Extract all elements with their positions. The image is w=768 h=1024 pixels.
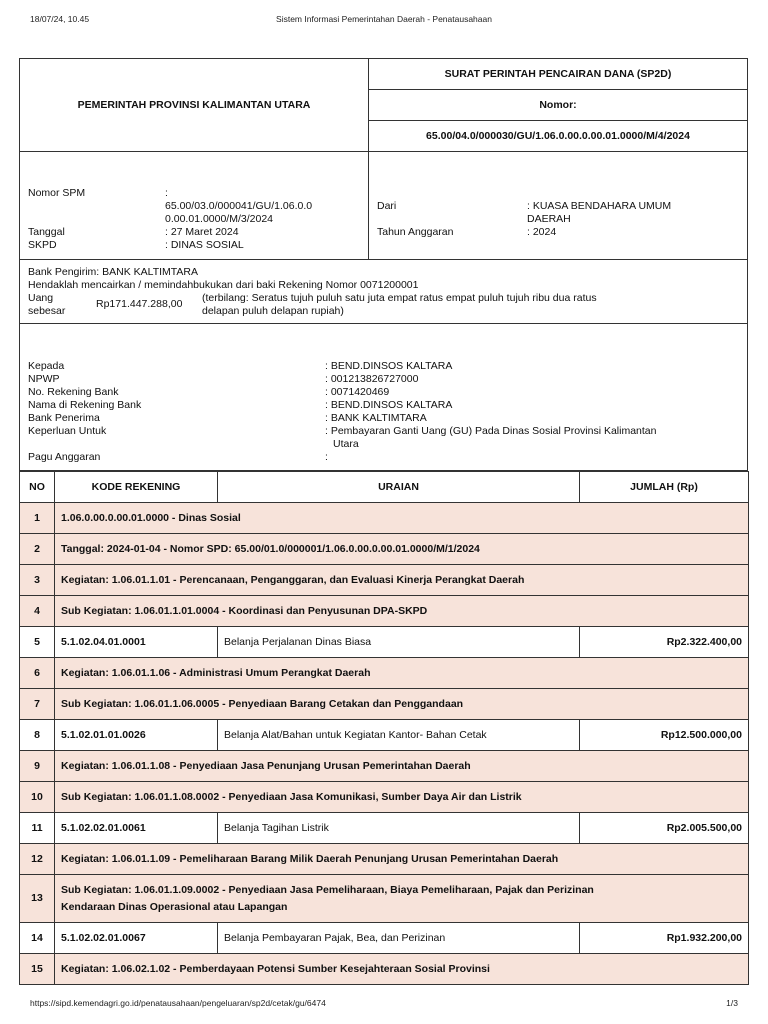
- rekening-table: [19, 471, 749, 985]
- row-text: Kegiatan: 1.06.01.1.01 - Perencanaan, Penganggaran, dan Evaluasi Kinerja Perangkat Daerah: [55, 565, 749, 596]
- table-row: [20, 813, 749, 844]
- row-text: Tanggal: 2024-01-04 - Nomor SPD: 65.00/01.0/000001/1.06.0.00.0.00.01.0000/M/1/2024: [55, 534, 749, 565]
- row-jumlah: Rp2.322.400,00: [580, 627, 749, 658]
- row-no: 13: [20, 875, 55, 923]
- dari-value-2: DAERAH: [527, 213, 571, 225]
- table-row: [20, 534, 749, 565]
- document-header: [19, 58, 748, 152]
- row-jumlah: Rp1.932.200,00: [580, 923, 749, 954]
- row-text: Kegiatan: 1.06.01.1.09 - Pemeliharaan Barang Milik Daerah Penunjang Urusan Pemerintahan Daerah: [55, 844, 749, 875]
- row-text: Kegiatan: 1.06.01.1.06 - Administrasi Umum Perangkat Daerah: [55, 658, 749, 689]
- table-row: [20, 503, 749, 534]
- row-no: 8: [20, 720, 55, 751]
- row-uraian: Belanja Perjalanan Dinas Biasa: [218, 627, 580, 658]
- row-text-line-1: Sub Kegiatan: 1.06.01.1.09.0002 - Penyediaan Jasa Pemeliharaan, Biaya Pemeliharaan, Pajak dan Perizinan: [61, 883, 594, 896]
- nama-rekening-value: : BEND.DINSOS KALTARA: [325, 399, 453, 411]
- rekening-value: : 0071420469: [325, 386, 390, 398]
- dari-value-1: : KUASA BENDAHARA UMUM: [527, 200, 672, 212]
- row-no: 12: [20, 844, 55, 875]
- row-jumlah: Rp2.005.500,00: [580, 813, 749, 844]
- row-jumlah: Rp12.500.000,00: [580, 720, 749, 751]
- kepada-label: Kepada: [28, 360, 65, 372]
- nomor-spm-colon: :: [165, 187, 168, 199]
- table-row: [20, 954, 749, 985]
- nomor-value: 65.00/04.0/000030/GU/1.06.0.00.0.00.01.0000/M/4/2024: [369, 120, 747, 151]
- table-header-row: [20, 472, 749, 503]
- bank-instruksi: Hendaklah mencairkan / memindahbukukan dari baki Rekening Nomor 0071200001: [28, 279, 419, 291]
- row-no: 4: [20, 596, 55, 627]
- org-name: PEMERINTAH PROVINSI KALIMANTAN UTARA: [20, 59, 369, 151]
- uang-label-1: Uang: [28, 292, 54, 304]
- page-number: 1/3: [726, 998, 738, 1008]
- row-no: 14: [20, 923, 55, 954]
- col-jumlah: JUMLAH (Rp): [580, 472, 749, 503]
- nomor-spm-value-1: 65.00/03.0/000041/GU/1.06.0.0: [165, 200, 313, 212]
- row-text: Sub Kegiatan: 1.06.01.1.06.0005 - Penyediaan Barang Cetakan dan Penggandaan: [55, 689, 749, 720]
- table-row: [20, 596, 749, 627]
- pagu-label: Pagu Anggaran: [28, 451, 101, 463]
- col-uraian: URAIAN: [218, 472, 580, 503]
- row-no: 5: [20, 627, 55, 658]
- table-row: [20, 658, 749, 689]
- table-row: [20, 565, 749, 596]
- table-row: [20, 627, 749, 658]
- print-datetime: 18/07/24, 10.45: [30, 14, 90, 24]
- tanggal-label: Tanggal: [28, 226, 65, 238]
- dari-label: Dari: [377, 200, 397, 212]
- bank-pengirim: Bank Pengirim: BANK KALTIMTARA: [28, 266, 198, 278]
- row-no: 3: [20, 565, 55, 596]
- table-row: [20, 923, 749, 954]
- skpd-label: SKPD: [28, 239, 57, 251]
- row-no: 15: [20, 954, 55, 985]
- row-text: Sub Kegiatan: 1.06.01.1.08.0002 - Penyediaan Jasa Komunikasi, Sumber Daya Air dan Listrik: [55, 782, 749, 813]
- row-kode: 5.1.02.01.01.0026: [55, 720, 218, 751]
- row-uraian: Belanja Tagihan Listrik: [218, 813, 580, 844]
- tahun-label: Tahun Anggaran: [377, 226, 454, 238]
- print-header: [30, 14, 738, 28]
- row-text: [55, 875, 749, 923]
- row-uraian: Belanja Alat/Bahan untuk Kegiatan Kantor- Bahan Cetak: [218, 720, 580, 751]
- row-text: Kegiatan: 1.06.01.1.08 - Penyediaan Jasa Penunjang Urusan Pemerintahan Daerah: [55, 751, 749, 782]
- col-no: NO: [20, 472, 55, 503]
- row-kode: 5.1.02.02.01.0067: [55, 923, 218, 954]
- nomor-label: Nomor:: [369, 89, 747, 120]
- row-no: 7: [20, 689, 55, 720]
- row-no: 10: [20, 782, 55, 813]
- terbilang-line-2: delapan puluh delapan rupiah): [202, 305, 344, 317]
- tanggal-value: : 27 Maret 2024: [165, 226, 239, 238]
- pagu-value: :: [325, 451, 328, 463]
- print-footer: [30, 998, 738, 1012]
- footer-url[interactable]: https://sipd.kemendagri.go.id/penatausahaan/pengeluaran/sp2d/cetak/gu/6474: [30, 998, 326, 1008]
- skpd-value: : DINAS SOSIAL: [165, 239, 244, 251]
- bank-section: [19, 260, 748, 324]
- terbilang-line-1: (terbilang: Seratus tujuh puluh satu juta empat ratus empat puluh tujuh ribu dua ratus: [202, 292, 597, 304]
- row-kode: 5.1.02.02.01.0061: [55, 813, 218, 844]
- row-text: Kegiatan: 1.06.02.1.02 - Pemberdayaan Potensi Sumber Kesejahteraan Sosial Provinsi: [55, 954, 749, 985]
- uang-label-2: sebesar: [28, 305, 66, 317]
- col-kode-rekening: KODE REKENING: [55, 472, 218, 503]
- row-no: 11: [20, 813, 55, 844]
- npwp-label: NPWP: [28, 373, 60, 385]
- row-text: 1.06.0.00.0.00.01.0000 - Dinas Sosial: [55, 503, 749, 534]
- table-row: [20, 689, 749, 720]
- bank-penerima-value: : BANK KALTIMTARA: [325, 412, 427, 424]
- keperluan-value: : Pembayaran Ganti Uang (GU) Pada Dinas Sosial Provinsi Kalimantan: [325, 425, 657, 437]
- keperluan-label: Keperluan Untuk: [28, 425, 107, 437]
- row-uraian: Belanja Pembayaran Pajak, Bea, dan Perizinan: [218, 923, 580, 954]
- kepada-value: : BEND.DINSOS KALTARA: [325, 360, 453, 372]
- npwp-value: : 001213826727000: [325, 373, 419, 385]
- uang-amount: Rp171.447.288,00: [96, 298, 183, 310]
- row-no: 1: [20, 503, 55, 534]
- print-title: Sistem Informasi Pemerintahan Daerah - Penatausahaan: [276, 14, 492, 24]
- table-row: [20, 875, 749, 923]
- nomor-spm-value-2: 0.00.01.0000/M/3/2024: [165, 213, 274, 225]
- tahun-value: : 2024: [527, 226, 557, 238]
- spm-section: [19, 152, 748, 260]
- doc-title: SURAT PERINTAH PENCAIRAN DANA (SP2D): [444, 68, 672, 80]
- table-row: [20, 782, 749, 813]
- row-text-line-2: Kendaraan Dinas Operasional atau Lapangan: [61, 900, 288, 913]
- row-kode: 5.1.02.04.01.0001: [55, 627, 218, 658]
- table-row: [20, 720, 749, 751]
- row-no: 2: [20, 534, 55, 565]
- sp2d-document: [19, 58, 748, 985]
- recipient-section: [19, 324, 748, 471]
- nomor-spm-label: Nomor SPM: [28, 187, 86, 199]
- nama-rekening-label: Nama di Rekening Bank: [28, 399, 142, 411]
- row-no: 9: [20, 751, 55, 782]
- table-row: [20, 751, 749, 782]
- bank-penerima-label: Bank Penerima: [28, 412, 100, 424]
- keperluan-value-cont: Utara: [333, 438, 359, 450]
- row-no: 6: [20, 658, 55, 689]
- rekening-label: No. Rekening Bank: [28, 386, 119, 398]
- table-row: [20, 844, 749, 875]
- row-text: Sub Kegiatan: 1.06.01.1.01.0004 - Koordinasi dan Penyusunan DPA-SKPD: [55, 596, 749, 627]
